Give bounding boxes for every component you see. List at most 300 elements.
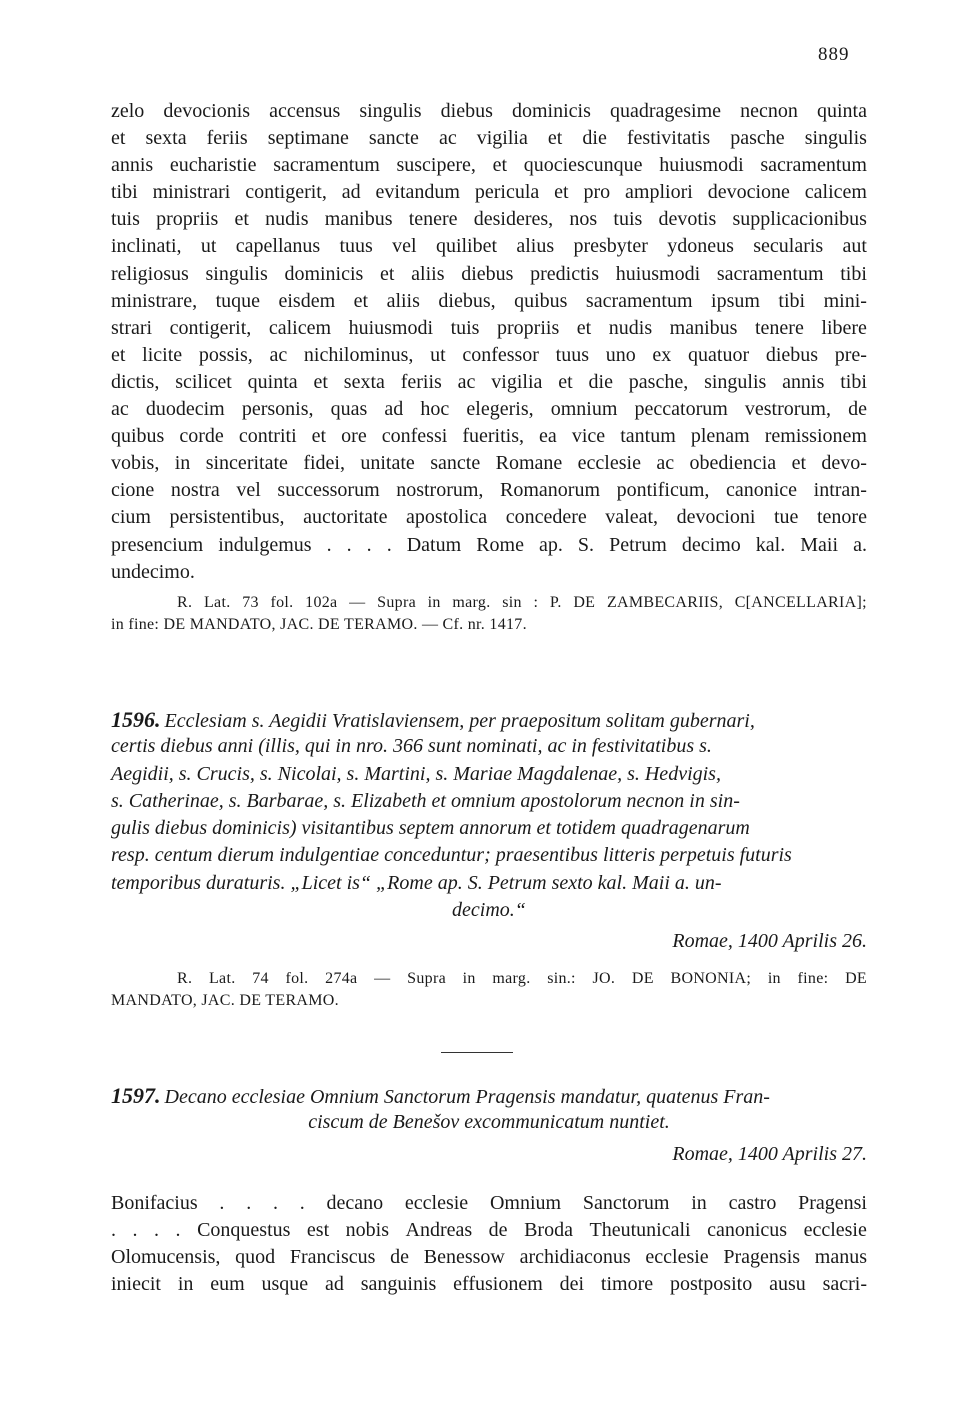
word: de [488,1219,508,1242]
word: ac [269,343,288,366]
word: et [380,262,395,285]
word: S. [577,533,595,556]
word: fol. [270,594,294,611]
entry-heading-line: 1597. Decano ecclesiae Omnium Sanctorum Pragensis mandatur, quatenus Fran- [111,1083,770,1108]
word: manibus [669,316,738,339]
word: persistentibus, [169,506,285,529]
word: Datum [406,533,462,556]
word: Benessow [423,1246,505,1269]
word: tuus [555,343,590,366]
word: diebus [461,262,514,285]
word: feriis [400,370,442,393]
word: ausu [769,1273,806,1296]
word: Franciscus [289,1246,376,1269]
word: dominicis [284,262,364,285]
word: Lat. [208,970,236,987]
word: devo- [821,452,867,475]
word: Conquestus [197,1219,291,1242]
word: pasche [730,127,785,150]
note-line: in fine: DE MANDATO, JAC. DE TERAMO. — Cf. nr. 1417. [111,616,527,633]
word: diebus [440,100,493,122]
page-number: 889 [818,44,850,65]
word: et [313,370,328,393]
entry-date: Romae, 1400 Aprilis 26. [672,930,867,953]
word: 73 [242,594,259,611]
word: sancte [368,127,419,150]
word: ut [200,235,217,258]
word: quas [330,398,368,421]
word: . [366,533,372,556]
word: quod [235,1246,276,1269]
entry-heading-line: temporibus duraturis. „Licet is“ „Rome ap. S. Petrum sexto kal. Maii a. un- [111,871,722,894]
word: pericula [474,181,540,204]
word: BONONIA; [670,970,752,987]
word: ydoneus [667,235,734,258]
word: Romane [495,452,563,475]
note-line [111,968,867,990]
archival-note [111,592,867,636]
word: ipsum [711,289,760,312]
word: et [492,154,508,177]
word: R. [177,970,193,987]
word: valeat, [605,506,659,529]
text-line [111,1244,867,1271]
word: archidiaconus [519,1246,631,1269]
word: manus [814,1246,867,1269]
word: iniecit [111,1273,161,1296]
word: ministrari [152,181,231,204]
word: nos [569,208,598,231]
word: ap. [539,533,563,556]
word: festivitatis [626,127,711,150]
word: a. [853,533,867,556]
word: huiusmodi [659,154,744,177]
word: ecclesie [404,1192,469,1214]
word: die [582,127,607,150]
word: devotis [658,208,717,231]
word: . [175,1219,181,1242]
word: et [234,208,249,231]
word: 74 [252,970,269,987]
word: Pragensi [798,1192,867,1214]
word: et [576,316,592,339]
word: R. [177,594,193,611]
word: ampliori [625,181,693,204]
word: vigilia [491,370,543,393]
word: cione [111,479,155,502]
word: ecclesie [577,452,641,475]
archival-note [111,968,867,1012]
word: quinta [247,370,298,393]
word: diebus [765,343,819,366]
word: duodecim [145,398,225,421]
word: vice [571,425,606,448]
word: aliis [411,262,445,285]
word: calicem [804,181,867,204]
word: tenere [408,208,458,231]
word: et [554,181,569,204]
word: vobis, [111,452,160,475]
word: fueritis, [462,425,524,448]
word: pontificum, [616,479,710,502]
word: — [349,594,366,611]
word: nichilominus, [303,343,414,366]
word: nostra [170,479,220,502]
word: fine: [797,970,829,987]
word: huiusmodi [615,262,701,285]
word: ecclesie [645,1246,709,1269]
word: nudis [265,208,309,231]
word: DE [631,970,654,987]
entry-heading-line: Aegidii, s. Crucis, s. Nicolai, s. Martini, s. Mariae Magdalenae, s. Hedvigis, [111,762,721,785]
word: pre- [834,343,867,366]
word: confessi [381,425,448,448]
word: unitate [360,452,415,475]
word: dei [559,1273,585,1296]
word: confessor [462,343,539,366]
text-line [111,504,867,531]
word: . [386,533,392,556]
word: tuque [215,289,261,312]
word: propriis [497,316,560,339]
word: et [558,370,573,393]
word: marg. [452,594,491,611]
word: quociescunque [523,154,643,177]
text-line [111,288,867,315]
word: DE [845,970,867,987]
word: in [462,970,476,987]
word: devocionis [163,100,251,122]
word: tantum [620,425,676,448]
word: : [533,594,539,611]
word: Petrum [609,533,667,556]
word: Omnium [489,1192,562,1214]
word: suscipere, [396,154,476,177]
word: predictis [530,262,600,285]
word: presencium [111,533,204,556]
word: auctoritate [303,506,388,529]
text-line [111,152,867,179]
note-line [111,592,867,614]
word: tuis [111,208,140,231]
word: nobis [345,1219,389,1242]
word: in [427,594,441,611]
word: concedere [505,506,587,529]
word: Andreas [405,1219,473,1242]
word: ministrare, [111,289,198,312]
word: P. [549,594,562,611]
word: eisdem [278,289,336,312]
word: . [246,1192,252,1214]
word: sexta [343,370,385,393]
note-line: MANDATO, JAC. DE TERAMO. [111,992,339,1009]
word: sin.: [547,970,576,987]
text-line [111,1190,867,1217]
word: sinceritate [205,452,288,475]
word: sin [502,594,522,611]
word: pro [583,181,611,204]
text-line [111,206,867,233]
word: ea [539,425,557,448]
text-line [111,1217,867,1244]
word: devocioni [676,506,756,529]
word: plenam [690,425,750,448]
word: ad [325,1273,344,1296]
word: DE [573,594,596,611]
word: Theutunicali [589,1219,691,1242]
word: usque [261,1273,309,1296]
word: secularis [753,235,824,258]
text-line [111,532,867,559]
text-line [111,315,867,342]
word: — [374,970,391,987]
word: vestrorum, [744,398,831,421]
word: . [154,1219,160,1242]
word: . [111,1219,116,1242]
word: . [299,1192,305,1214]
word: annis [111,154,154,177]
word: sancte [430,452,481,475]
word: tenere [754,316,804,339]
entry-heading-line: decimo.“ [452,899,526,922]
word: presbyter [573,235,648,258]
word: diebus, [438,289,496,312]
word: Olomucensis, [111,1246,221,1269]
word: necnon [740,100,798,122]
word: sanguinis [360,1273,437,1296]
word: et [311,425,327,448]
word: canonice [725,479,798,502]
word: singulis [804,127,867,150]
word: intran- [813,479,867,502]
word: sacramentum [585,289,693,312]
entry-heading-line: ciscum de Benešov excommunicatum nuntiet. [308,1111,670,1134]
word: Rome [476,533,524,556]
word: licite [142,343,183,366]
letter-continuation [111,98,867,586]
word: castro [728,1192,777,1214]
word: scilicet [175,370,232,393]
word: de [390,1246,410,1269]
word: tenore [816,506,867,529]
word: devocione [707,181,790,204]
word: kal. [755,533,786,556]
word: hoc [420,398,450,421]
word: sacramentum [273,154,380,177]
word: corde [179,425,224,448]
word: in [174,452,191,475]
word: tuis [613,208,643,231]
word: huiusmodi [348,316,434,339]
word: fol. [285,970,309,987]
text-line [111,233,867,260]
word: sacramentum [760,154,867,177]
text-line [111,369,867,396]
word: . [346,533,352,556]
word: ad [341,181,361,204]
word: annis [782,370,825,393]
word: tuus [339,235,373,258]
word: ac [438,127,457,150]
word: ad [384,398,404,421]
word: singulis [359,100,422,122]
word: singulis [205,262,268,285]
word: ZAMBECARIIS, [606,594,723,611]
word: personis, [241,398,314,421]
word: manibus [324,208,393,231]
text-line [111,261,867,288]
word: calicem [268,316,332,339]
word: pasche, [628,370,689,393]
word: in [767,970,781,987]
separator-rule [441,1052,513,1053]
word: obediencia [689,452,777,475]
word: sexta [145,127,187,150]
word: effusionem [453,1273,543,1296]
word: eum [210,1273,245,1296]
word: 274a [325,970,358,987]
word: contriti [238,425,297,448]
text-line [111,423,867,450]
word: timore [600,1273,654,1296]
word: Maii [800,533,839,556]
word: alius [516,235,555,258]
word: remissionem [764,425,867,448]
word: et [547,127,563,150]
word: ac [656,452,675,475]
word: possis, [198,343,253,366]
word: ex [652,343,672,366]
word: quilibet [435,235,498,258]
word: in [177,1273,194,1296]
word: dominicis [511,100,591,122]
word: sacramentum [716,262,824,285]
word: tue [774,506,799,529]
word: aliis [386,289,420,312]
word: tuis [450,316,480,339]
word: cium [111,506,151,529]
word: contigerit, [245,181,327,204]
word: propriis [156,208,219,231]
word: ore [341,425,367,448]
word: inclinati, [111,235,182,258]
word: de [848,398,867,421]
word: accensus [269,100,341,122]
entry-1596 [111,706,867,958]
word: tibi [840,262,867,285]
word: nudis [608,316,653,339]
text-line [111,98,867,125]
word: feriis [206,127,248,150]
word: supplicacionibus [732,208,867,231]
word: Broda [524,1219,573,1242]
word: omnium [550,398,618,421]
word: vel [392,235,417,258]
text-line [111,179,867,206]
word: vel [236,479,261,502]
word: . [326,533,332,556]
entry-heading-line: gulis diebus dominicis) visitantibus septem annorum et totidem quadragenarum [111,817,750,840]
word: quibus [514,289,568,312]
entry-number: 1597. [111,1083,161,1108]
text-line [111,396,867,423]
word: et [111,343,126,366]
word: JO. [592,970,616,987]
word: . [132,1219,138,1242]
word: Sanctorum [582,1192,670,1214]
word: die [588,370,613,393]
word: tibi [840,370,867,393]
word: et [791,452,806,475]
text-line [111,450,867,477]
text-line [111,1271,867,1298]
word: quibus [111,425,165,448]
text-line: undecimo. [111,560,195,583]
word: ac [111,398,129,421]
word: quinta [817,100,867,122]
word: ut [430,343,446,366]
word: contigerit, [169,316,252,339]
word: in [691,1192,707,1214]
word: . [272,1192,278,1214]
word: fidei, [303,452,345,475]
word: religiosus [111,262,189,285]
word: indulgemus [218,533,312,556]
word: aut [842,235,867,258]
word: C[ANCELLARIA]; [734,594,867,611]
word: Bonifacius [111,1192,198,1214]
word: marg. [492,970,531,987]
word: nostrorum, [396,479,484,502]
word: sacri- [822,1273,867,1296]
word: capellanus [235,235,321,258]
word: decano [326,1192,384,1214]
word: singulis [704,370,767,393]
entry-heading-line: s. Catherinae, s. Barbarae, s. Elizabeth et omnium apostolorum necnon in sin- [111,789,740,812]
word: apostolica [406,506,488,529]
word: strari [111,316,153,339]
word: Supra [377,594,416,611]
text-line [111,125,867,152]
word: Supra [407,970,446,987]
word: Pragensis [723,1246,801,1269]
entry-heading-line: resp. centum dierum indulgentiae conceduntur; praesentibus litteris perpetuis futuris [111,844,792,867]
entry-date: Romae, 1400 Aprilis 27. [672,1142,867,1165]
word: successorum [277,479,380,502]
word: quatuor [688,343,750,366]
word: zelo [111,100,145,122]
word: tibi [111,181,138,204]
entry-number: 1596. [111,707,161,732]
word: et [111,127,126,150]
word: ecclesie [803,1219,867,1242]
word: est [306,1219,330,1242]
word: canonicus [707,1219,788,1242]
word: tibi [778,289,806,312]
word: peccatorum [634,398,728,421]
word: postposito [669,1273,753,1296]
entry-heading-line: certis diebus anni (illis, qui in nro. 366 sunt nominati, ac in festivitatibus s. [111,735,712,758]
text-line [111,477,867,504]
word: septimane [267,127,349,150]
text-line [111,342,867,369]
word: ac [457,370,476,393]
word: quadragesime [609,100,722,122]
word: mini- [823,289,867,312]
word: eucharistie [169,154,257,177]
letter-text [111,1190,867,1298]
word: evitandum [375,181,460,204]
